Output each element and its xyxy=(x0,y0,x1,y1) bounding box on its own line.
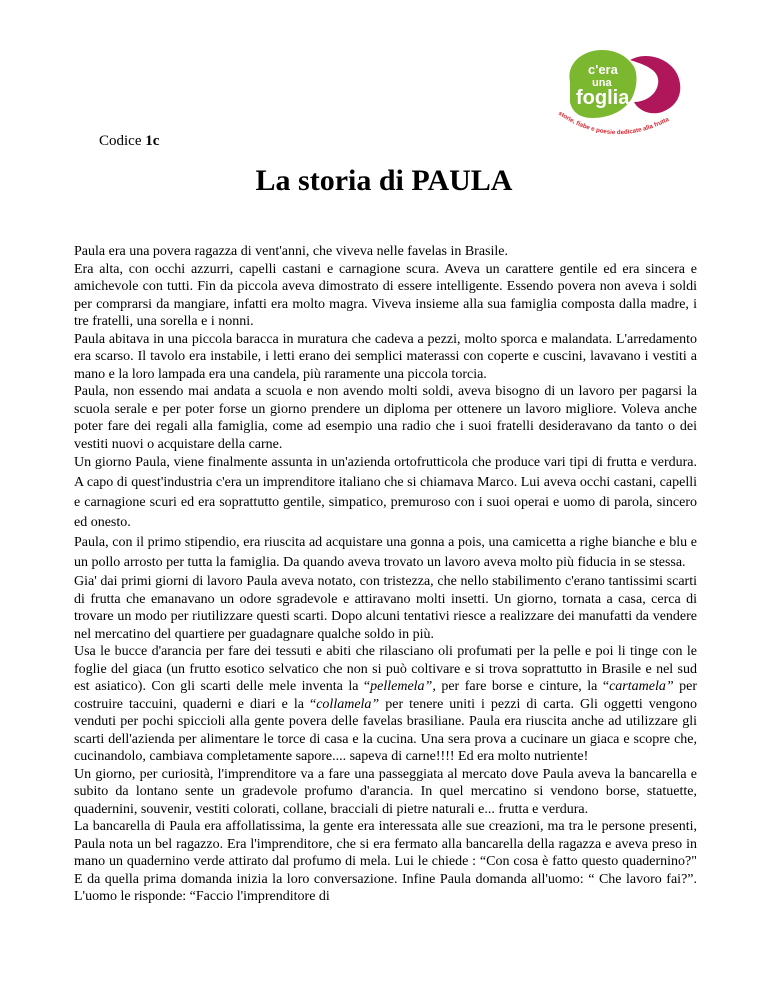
term-pellemela: pellemela”, xyxy=(370,679,436,694)
term-cartamela: cartamela” xyxy=(609,679,674,694)
logo-tagline xyxy=(557,110,671,136)
paragraph-8-part-d: per tenere uniti i pezzi di carta. Gli oggetti vengono venduti per pochi spiccioli alla gente povera delle favelas brasiliane. Paula era riuscita anche ad utilizzare gli scarti dell'azienda per alimentare le torce di casa e la cucina. Una sera prova a cucinare un giaca e scopre che, cucinandolo, cambiava completamente sapore.... sapeva di carne!!!! Ed era molto nutriente! xyxy=(74,696,698,764)
paragraph-1: Paula era una povera ragazza di vent'anni, che viveva nelle favelas in Brasile. xyxy=(74,244,508,259)
page-title: La storia di PAULA xyxy=(255,164,513,197)
paragraph-10: La bancarella di Paula era affollatissima, la gente era interessata alle sue creazioni, ma tra le persone presenti, Paula nota un bel ragazzo. Era l'imprenditore, che si era fermato alla bancarella della ragazza e aveva preso in mano un quadernino verde attirato dal profumo di mela. Lui le chiede : “Con cosa è fatto questo quadernino?" E da quella prima domanda inizia la loro conversazione. Infine Paula domanda all'uomo: “ Che lavoro fai?”. L'uomo le risponde: “Faccio l'imprenditore di xyxy=(74,819,697,904)
paragraph-8-part-a: Usa le bucce d'arancia per fare dei tessuti e abiti che rilasciano oli profumati per la pelle e poi li tinge con le foglie del giaca (un frutto esotico selvatico che non si può coltivare e si trova soprattutto in Brasile e nel sud est asiatico). Con gli scarti delle mele inventa la “ xyxy=(74,644,697,694)
paragraph-8-part-c: per costruire taccuini, quaderni e diari e la “ xyxy=(74,679,697,712)
paragraph-5: Un giorno Paula, viene finalmente assunta in un'azienda ortofrutticola che produce vari tipi di frutta e verdura. A capo di quest'industria c'era un imprenditore italiano che si chiamava Marco. Lui aveva occhi castani, capelli e carnagione scuri ed era soprattutto gentile, simpatico, premuroso con i suoi operai e uomo di parola, sincero ed onesto. xyxy=(74,455,697,530)
code-label: Codice xyxy=(99,133,142,149)
cera-una-foglia-logo xyxy=(552,46,700,146)
logo-line2: una xyxy=(592,77,612,89)
logo-line1: c'era xyxy=(588,62,618,77)
logo-line3: foglia xyxy=(576,87,630,109)
paragraph-6: Paula, con il primo stipendio, era riuscita ad acquistare una gonna a pois, una camicetta a righe bianche e blu e un pollo arrosto per tutta la famiglia. Da quando aveva trovato un lavoro aveva molto più fiducia in se stessa. xyxy=(74,535,697,570)
logo-tagline-path: storie, fiabe e poesie dedicate alla frutta xyxy=(556,109,671,137)
term-collamela: collamela” xyxy=(316,696,380,712)
code-value: 1c xyxy=(145,133,160,149)
document-code xyxy=(99,133,159,150)
paragraph-4: Paula, non essendo mai andata a scuola e non avendo molti soldi, aveva bisogno di un lavoro per pagarsi la scuola serale e per poter forse un giorno prendere un diploma per ottenere un lavoro migliore. Voleva anche poter fare dei regali alla famiglia, come ad esempio una radio che i suoi fratelli desideravano da tanto o dei vestiti nuovi o acquistare della carne. xyxy=(74,384,697,452)
paragraph-8 xyxy=(74,643,697,766)
paragraph-3: Paula abitava in una piccola baracca in muratura che cadeva a pezzi, molto sporca e malandata. L'arredamento era scarso. Il tavolo era instabile, i letti erano dei semplici materassi con coperte e cuscini, lavavano i vestiti a mano e la loro lampada era una candela, più raramente una piccola torcia. xyxy=(74,331,697,382)
paragraph-2: Era alta, con occhi azzurri, capelli castani e carnagione scura. Aveva un carattere gentile ed era sincera e amichevole con tutti. Fin da piccola aveva dimostrato di essere intelligente. Essendo povera non aveva i soldi per comprarsi da mangiare, infatti era molto magra. Viveva insieme alla sua famiglia composta dalla madre, i tre fratelli, una sorella e i nonni. xyxy=(74,261,697,329)
magenta-swoosh xyxy=(630,56,680,113)
paragraph-8-part-b: per fare borse e cinture, la “ xyxy=(435,679,610,694)
paragraph-9: Un giorno, per curiosità, l'imprenditore va a fare una passeggiata al mercato dove Paula aveva la bancarella e subito da lontano sente un gradevole profumo d'arancia. In quel mercatino si vendono borse, statuette, quadernini, souvenir, vestiti colorati, collane, bracciali di pietre naturali e... frutta e verdura. xyxy=(74,766,697,817)
paragraph-7: Gia' dai primi giorni di lavoro Paula aveva notato, con tristezza, che nello stabilimento c'erano tantissimi scarti di frutta che emanavano un odore sgradevole e attiravano molti insetti. Un giorno, tornata a casa, cerca di trovare un modo per riutilizzare questi scarti. Dopo alcuni tentativi riesce a realizzare dei manufatti da vendere nel mercatino del quartiere per guadagnare qualche soldo in più. xyxy=(74,574,697,642)
story-body xyxy=(74,243,697,906)
